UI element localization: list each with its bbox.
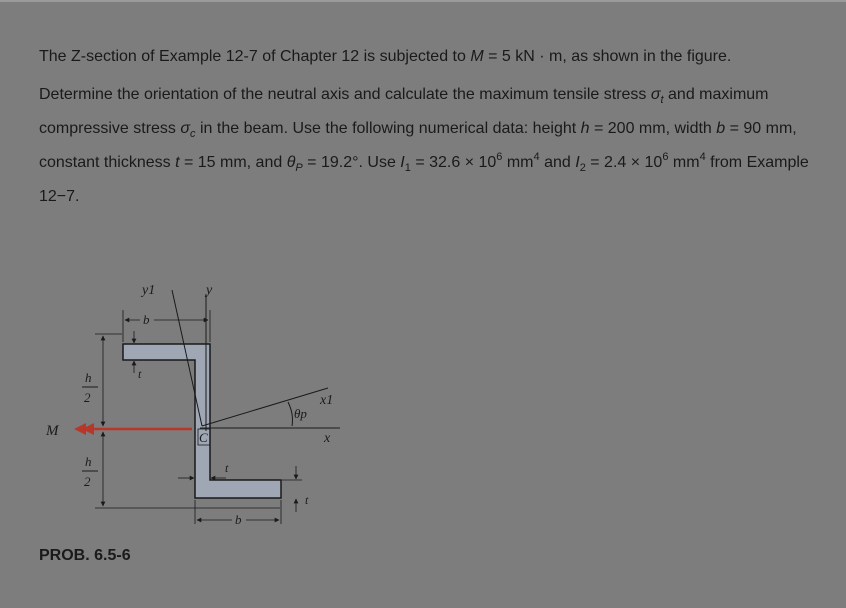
t-symbol: t <box>175 154 180 171</box>
text-span: = 2.4 × 10 <box>585 154 663 171</box>
text-span: = 200 mm, width <box>589 120 717 137</box>
subscript-2: 2 <box>579 162 586 174</box>
text-span: = 19.2°. Use <box>302 154 401 171</box>
label-m: M <box>46 423 59 439</box>
h-symbol: h <box>580 120 590 137</box>
problem-statement <box>39 40 819 214</box>
b-symbol: b <box>716 120 726 137</box>
label-t-mid: t <box>225 461 229 475</box>
text-span: and <box>539 154 576 171</box>
label-h-upper: h <box>85 370 92 385</box>
label-t-top: t <box>138 367 142 381</box>
text-span: = 32.6 × 10 <box>410 154 497 171</box>
z-section-diagram <box>40 276 350 538</box>
label-h-lower: h <box>85 454 92 469</box>
text-span: in the beam. Use the following numerical data: height <box>195 120 581 137</box>
sigma-symbol: σ <box>650 86 661 103</box>
text-span: from Example 12−7. <box>39 154 809 205</box>
label-t-bottom: t <box>305 493 309 507</box>
sigma-symbol: σ <box>180 120 191 137</box>
subscript-p: P <box>295 162 303 174</box>
theta-symbol: θ <box>286 154 296 171</box>
text-span: The Z-section of Example 12-7 of Chapter 12 is subjected to <box>39 48 471 65</box>
z-section-figure <box>40 276 350 543</box>
text-span: = 5 kN · m, as shown in the figure. <box>483 48 732 65</box>
label-x1: x1 <box>320 393 334 408</box>
label-y1: y1 <box>142 283 156 298</box>
superscript-4: 4 <box>533 151 540 163</box>
label-theta: θp <box>294 406 307 421</box>
text-span: and maximum compressive stress <box>39 86 769 137</box>
i2-symbol: I <box>575 154 580 171</box>
text-span: Determine the orientation of the neutral axis and calculate the maximum tensile stress <box>39 86 651 103</box>
superscript-4: 4 <box>699 151 706 163</box>
label-y: y <box>206 283 213 298</box>
label-two-lower: 2 <box>84 474 91 489</box>
text-span: = 15 mm, and <box>179 154 287 171</box>
label-x: x <box>324 431 331 446</box>
problem-paragraph-1 <box>39 40 819 74</box>
top-border <box>0 0 846 2</box>
text-span: mm <box>502 154 534 171</box>
label-b-top: b <box>143 312 150 327</box>
problem-caption: PROB. 6.5-6 <box>39 547 131 564</box>
text-span: = 90 mm, constant thickness <box>39 120 797 171</box>
z-section-shape <box>123 344 281 498</box>
label-b-bottom: b <box>235 512 242 527</box>
subscript-t: t <box>660 94 664 106</box>
theta-arc <box>288 402 293 426</box>
x1-axis <box>202 388 328 426</box>
superscript-6: 6 <box>662 151 669 163</box>
subscript-c: c <box>190 128 196 140</box>
i1-symbol: I <box>400 154 405 171</box>
subscript-1: 1 <box>404 162 411 174</box>
label-c: C <box>199 430 208 445</box>
moment-symbol: M <box>470 48 484 65</box>
label-two-upper: 2 <box>84 390 91 405</box>
problem-paragraph-2 <box>39 78 819 214</box>
superscript-6: 6 <box>496 151 503 163</box>
text-span: mm <box>668 154 700 171</box>
